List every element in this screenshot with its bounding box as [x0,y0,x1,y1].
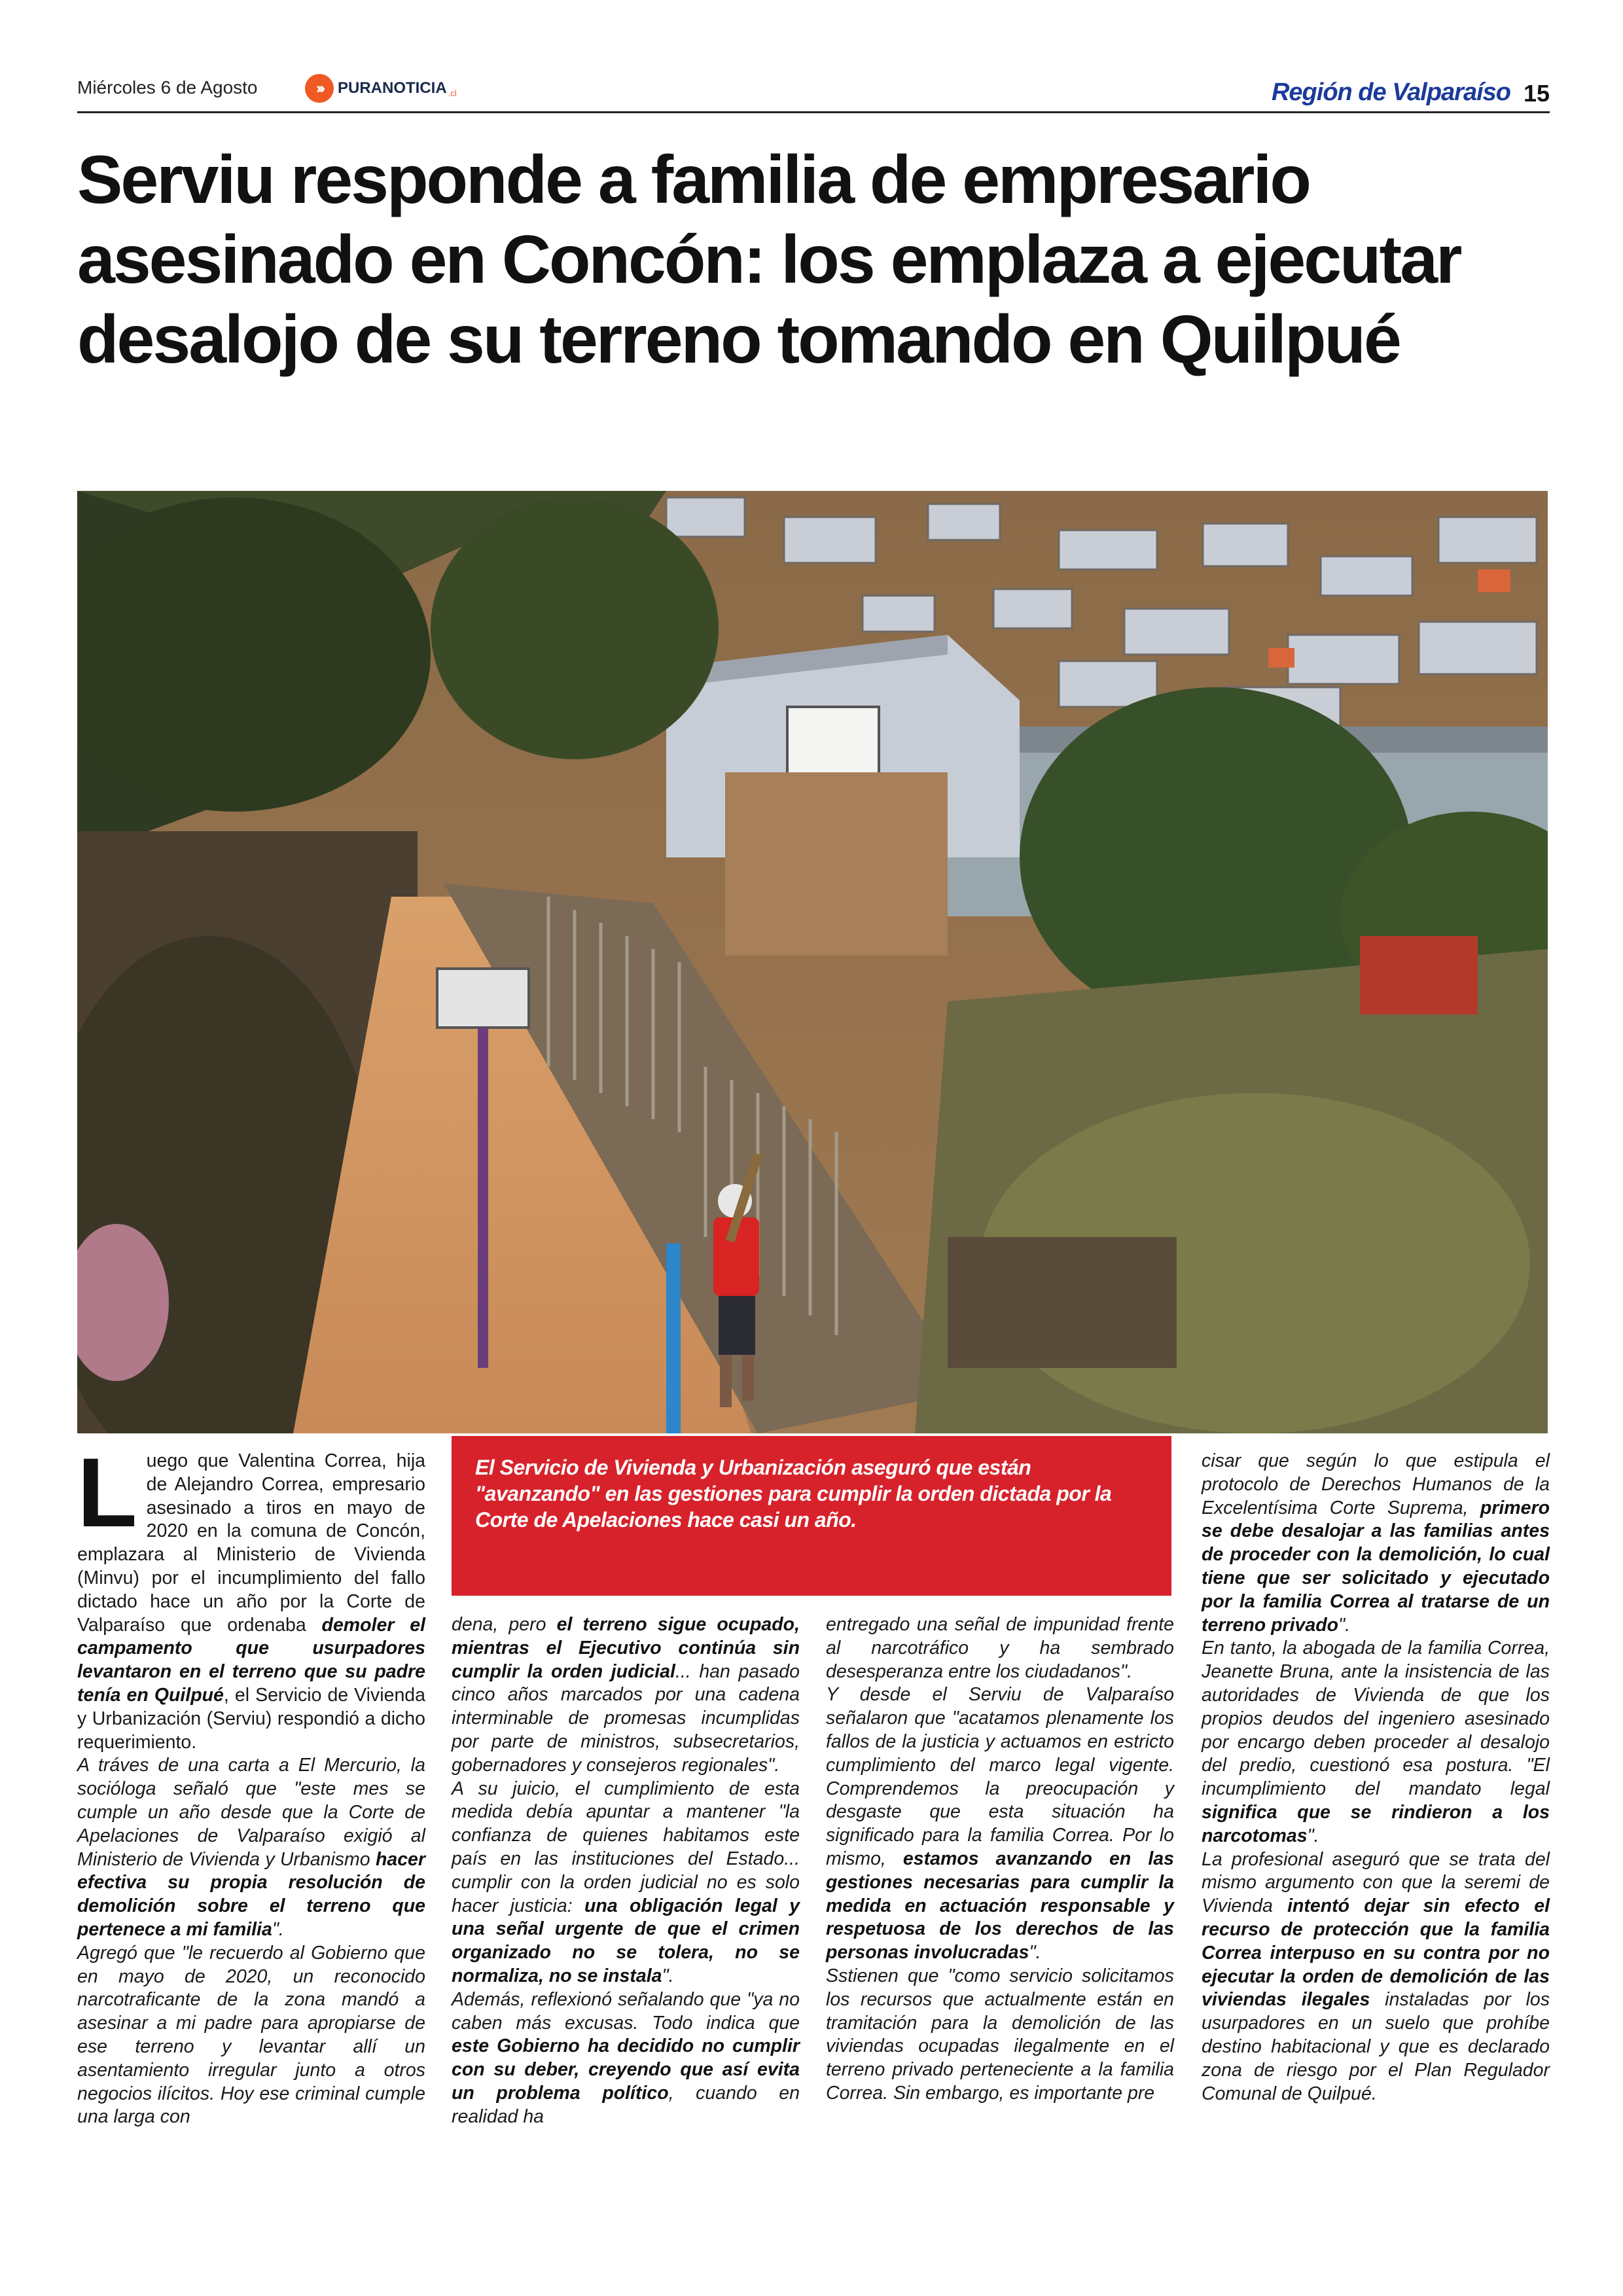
quote-text: Además, reflexionó señalando que "ya no caben más excusas. Todo indica que [452,1988,800,2034]
column-text [826,1613,1174,2106]
quote-text: ". [1029,1942,1041,1964]
header-divider [77,111,1550,113]
quote-text: dena, pero [452,1614,557,1635]
quote-text: instaladas por los usurpadores en un suelo que prohíbe destino habitacional y que es declarado zona de riesgo por el Plan Regulador Comunal de Quilpué. [1202,1989,1550,2104]
quote-text: La profesional aseguró que se trata del mismo argumento con que la seremi de Vivienda [1202,1848,1550,1917]
logo-wordmark: PURANOTICIA [338,79,447,97]
drop-cap: L [77,1437,137,1547]
quote-text: , cuando en realidad ha [452,2082,800,2127]
quote-text: En tanto, la abogada de la familia Correa, Jeanette Bruna, ante la insistencia de las autoridades de Vivienda de que los propios deudos del ingeniero asesinado por encargo deben proceder al desalojo del predio, cuestionó esa postura. "El incumplimiento del mandato legal [1202,1638,1550,1800]
emphasis-text: estamos avanzando en las gestiones necesarias para cumplir la medida en actuación responsable y respetuosa de los derechos de las personas involucradas [826,1848,1174,1964]
column-text [452,1613,800,2129]
quote-text: ". [662,1965,674,1986]
quote-text: ". [272,1918,284,1940]
body-text: uego que Valentina Correa, hija de Alejandro Correa, empresario asesinado a tiros en mayo de 2020 en la comuna de Concón, emplazara al Ministerio de Vivienda (Minvu) por el incumplimiento del fallo dictado hace un año por la Corte de Valparaíso que ordenaba [77,1450,425,1636]
article-column-3 [826,1613,1174,2106]
column-text [77,1437,425,2129]
quote-text: ". [1307,1825,1319,1846]
play-arrows-icon: ››› [305,74,334,103]
quote-text: ... han pasado cinco años marcados por una cadena interminable de promesas incumplidas por parte de ministros, subsecretarios, gobernadores y consejeros regionales". [452,1660,800,1776]
emphasis-text: primero se debe desalojar a las familias antes de proceder con la demolición, lo cual tiene que ser solicitado y ejecutado por la familia Correa al tratarse de un terreno privado [1202,1497,1550,1636]
quote-text: cisar que según lo que estipula el protocolo de Derechos Humanos de la Excelentísima Corte Suprema, [1202,1450,1550,1518]
quote-text: Agregó que "le recuerdo al Gobierno que en mayo de 2020, un reconocido narcotraficante de la zona mandó a asesinar a mi padre para apropiarse de ese terreno y levantar allí un asentamiento irregular junto a otros negocios ilícitos. Hoy ese criminal cumple una larga con [77,1942,425,2128]
issue-date: Miércoles 6 de Agosto [77,77,258,98]
emphasis-text: el terreno sigue ocupado, mientras el Ejecutivo continúa sin cumplir la orden judicial [452,1614,800,1682]
body-text: , el Servicio de Vivienda y Urbanización (Serviu) respondió a dicho requerimiento. [77,1684,425,1753]
emphasis-text: hacer efectiva su propia resolución de demolición sobre el terreno que pertenece a mi familia [77,1848,425,1940]
emphasis-text: significa que se rindieron a los narcotomas [1202,1801,1550,1846]
emphasis-text: intentó dejar sin efecto el recurso de protección que la familia Correa interpuso en su contra por no ejecutar la orden de demolición de las viviendas ilegales [1202,1895,1550,2011]
article-column-1 [77,1437,425,2129]
page-number: 15 [1523,80,1550,107]
quote-text: Y desde el Serviu de Valparaíso señalaron que "acatamos plenamente los fallos de la justicia y actuamos en estricto cumplimiento del marco legal vigente. Comprendemos la preocupación y desgaste que esta situación ha significado para la familia Correa. Por lo mismo, [826,1684,1174,1869]
article-headline: Serviu responde a familia de empresario asesinado en Concón: los emplaza a ejecutar desalojo de su terreno tomando en Quilpué [77,142,1461,378]
quote-text: ". [1338,1614,1351,1636]
column-text [1202,1450,1550,2106]
logo-suffix: .cl [448,88,457,98]
article-column-4 [1202,1450,1550,2106]
quote-text: entregado una señal de impunidad frente al narcotráfico y ha sembrado desesperanza entre los ciudadanos". [826,1614,1174,1682]
article-column-2 [452,1613,800,2129]
quote-text: A su juicio, el cumplimiento de esta medida debía apuntar a mantener "la confianza de quienes habitamos este país en las instituciones del Estado... cumplir con la orden judicial no es solo hacer justicia: [452,1778,800,1916]
emphasis-text: este Gobierno ha decidido no cumplir con su deber, creyendo que así evita un problema político [452,2036,800,2104]
article-photo [77,491,1548,1433]
publication-logo[interactable] [305,74,457,103]
pull-quote: El Servicio de Vivienda y Urbanización aseguró que están "avanzando" en las gestiones para cumplir la orden dictada por la Corte de Apelaciones hace casi un año. [452,1436,1171,1596]
section-name: Región de Valparaíso [1271,79,1510,106]
quote-text: A tráves de una carta a El Mercurio, la socióloga señaló que "este mes se cumple un año desde que la Corte de Apelaciones de Valparaíso exigió al Ministerio de Vivienda y Urbanismo [77,1755,425,1870]
quote-text: Sstienen que "como servicio solicitamos los recursos que actualmente están en tramitación para la demolición de las viviendas ocupadas ilegalmente en el terreno privado perteneciente a la familia Correa. Sin embargo, es importante pre [826,1965,1174,2104]
emphasis-text: demoler el campamento que usurpadores levantaron en el terreno que su padre tenía en Quilpué [77,1614,425,1706]
emphasis-text: una obligación legal y una señal urgente de que el crimen organizado no se tolera, no se normaliza, no se instala [452,1895,800,1986]
